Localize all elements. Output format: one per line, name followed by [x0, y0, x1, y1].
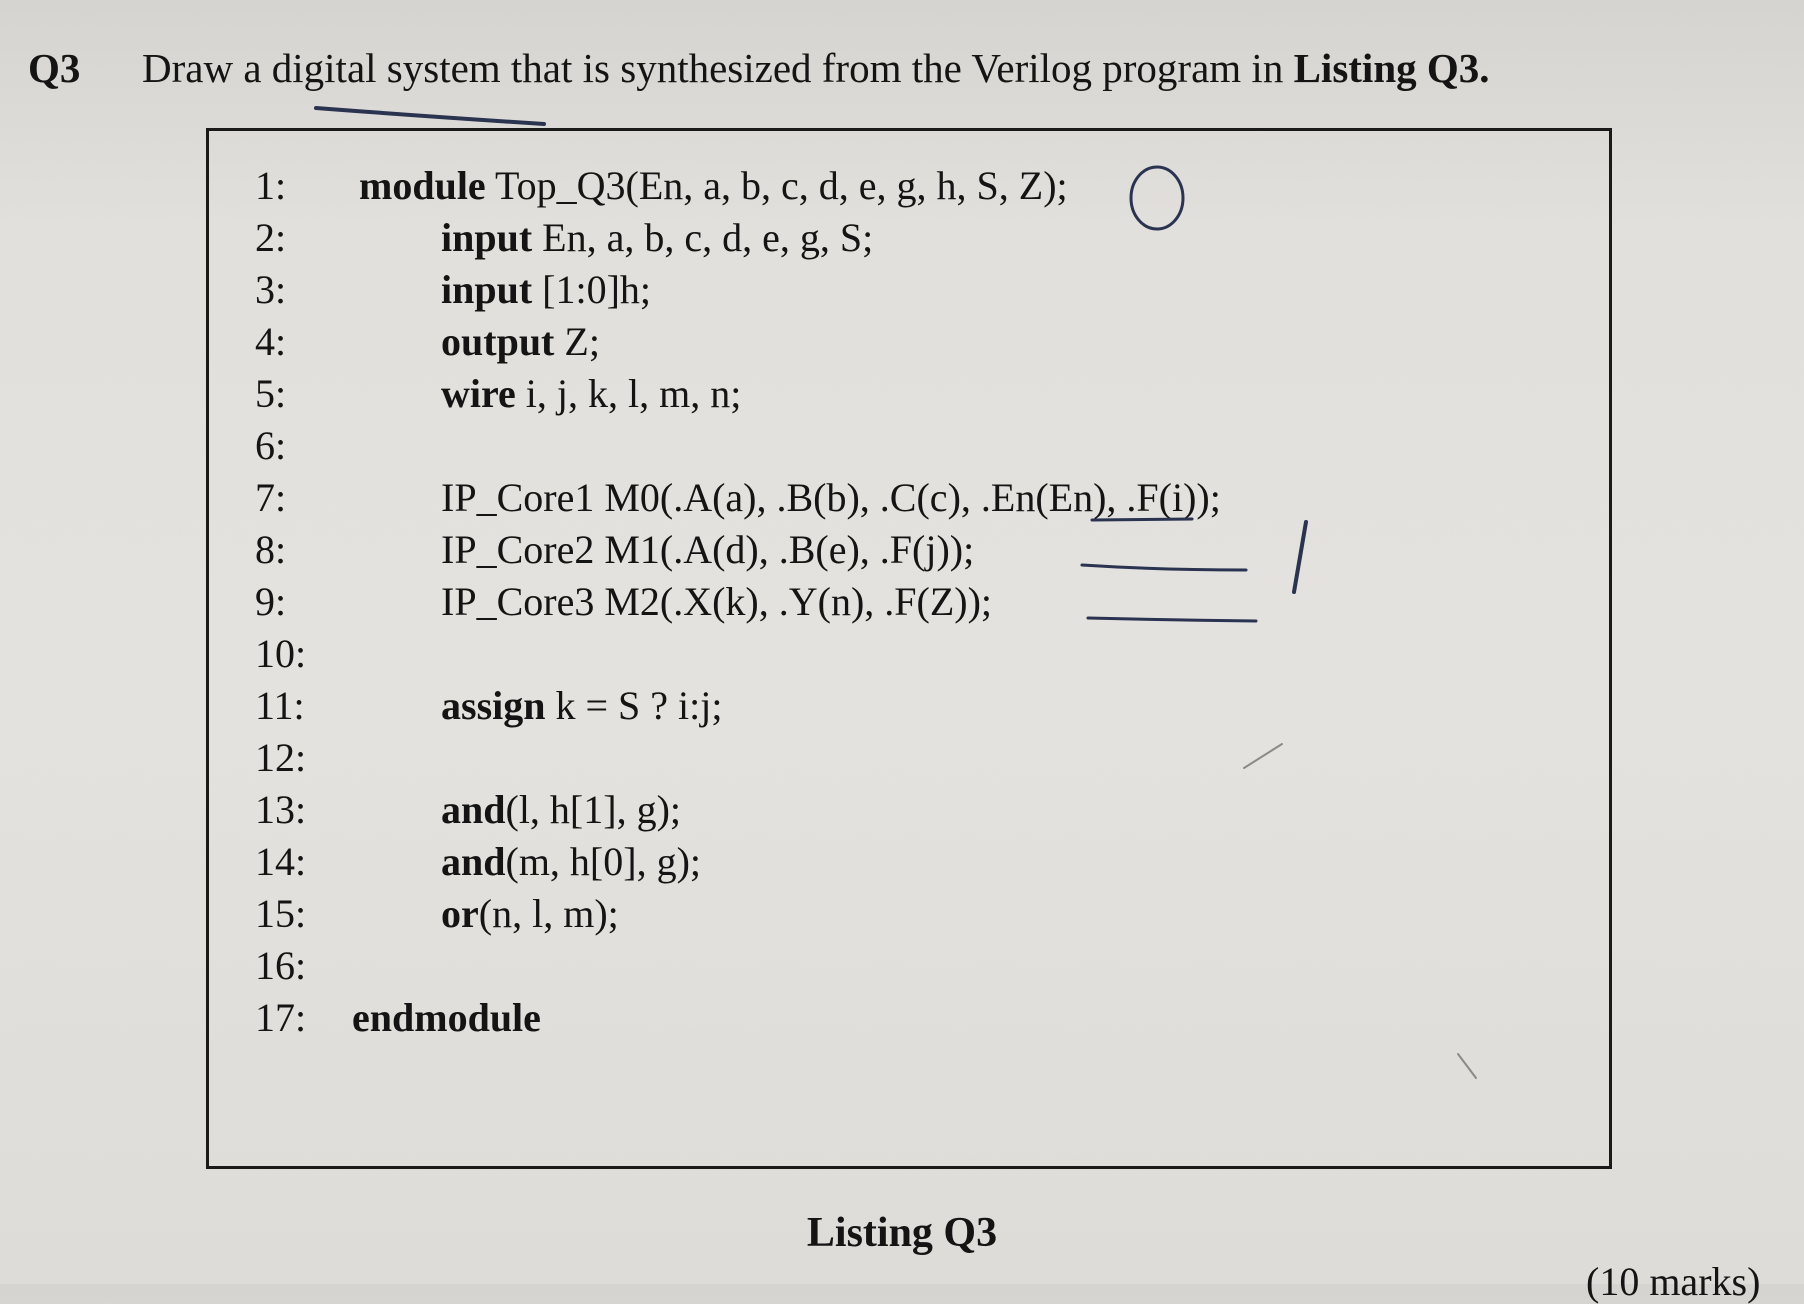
- code-line: [209, 628, 1589, 680]
- code-body: [1:0]h;: [532, 267, 652, 312]
- line-number: 4:: [255, 319, 287, 364]
- line-number: 17:: [255, 995, 307, 1040]
- listing-reference: Listing Q3.: [1293, 45, 1490, 91]
- code-line: [209, 160, 1589, 212]
- code-line: [209, 420, 1589, 472]
- code-body: En, a, b, c, d, e, g, S;: [532, 215, 874, 260]
- code-text: [441, 212, 873, 264]
- code-keyword: input: [441, 215, 533, 260]
- code-body: IP_Core1 M0(.A(a), .B(b), .C(c), .En(En), .F(i));: [441, 475, 1221, 520]
- line-number: 8:: [255, 527, 287, 572]
- line-number: 3:: [255, 267, 287, 312]
- line-number: 14:: [255, 839, 307, 884]
- question-number: Q3: [28, 45, 81, 91]
- marks-label: (10 marks): [1586, 1259, 1761, 1304]
- line-number: 15:: [255, 891, 307, 936]
- question-text: [142, 45, 1490, 91]
- code-line: [209, 264, 1589, 316]
- line-number: 10:: [255, 631, 307, 676]
- code-line: [209, 212, 1589, 264]
- line-number: 16:: [255, 943, 307, 988]
- code-text: [441, 680, 723, 732]
- code-text: [359, 160, 1068, 212]
- code-body: (l, h[1], g);: [505, 787, 682, 832]
- code-line: [209, 316, 1589, 368]
- code-text: [441, 784, 681, 836]
- code-line: [209, 940, 1589, 992]
- line-number: 12:: [255, 735, 307, 780]
- code-keyword: module: [359, 163, 486, 208]
- code-keyword: input: [441, 267, 533, 312]
- code-text: [441, 316, 600, 368]
- code-body: k = S ? i:j;: [545, 683, 723, 728]
- code-body: (n, l, m);: [478, 891, 619, 936]
- question-heading: [28, 38, 1778, 98]
- code-keyword: assign: [441, 683, 546, 728]
- line-number: 1:: [255, 163, 287, 208]
- code-line: [209, 784, 1589, 836]
- code-text: [441, 888, 619, 940]
- code-body: IP_Core3 M2(.X(k), .Y(n), .F(Z));: [441, 579, 993, 624]
- line-number: 5:: [255, 371, 287, 416]
- line-number: 6:: [255, 423, 287, 468]
- code-body: (m, h[0], g);: [505, 839, 702, 884]
- code-line: [209, 576, 1589, 628]
- code-text: [352, 992, 541, 1044]
- code-text: [441, 836, 701, 888]
- code-body: Z;: [554, 319, 600, 364]
- code-line: [209, 524, 1589, 576]
- code-text: [441, 472, 1221, 524]
- code-text: [441, 368, 741, 420]
- line-number: 13:: [255, 787, 307, 832]
- line-number: 7:: [255, 475, 287, 520]
- question-prompt: Draw a digital system that is synthesized from the Verilog program in: [142, 45, 1294, 91]
- line-number: 11:: [255, 683, 305, 728]
- code-line: [209, 368, 1589, 420]
- line-number: 9:: [255, 579, 287, 624]
- code-line: [209, 680, 1589, 732]
- code-body: IP_Core2 M1(.A(d), .B(e), .F(j));: [441, 527, 975, 572]
- code-keyword: or: [441, 891, 479, 936]
- code-listing-box: [206, 128, 1612, 1169]
- code-line: [209, 888, 1589, 940]
- line-number: 2:: [255, 215, 287, 260]
- listing-caption: Listing Q3: [806, 1210, 998, 1256]
- code-keyword: wire: [441, 371, 516, 416]
- code-line: [209, 472, 1589, 524]
- code-body: Top_Q3(En, a, b, c, d, e, g, h, S, Z);: [485, 163, 1068, 208]
- code-keyword: endmodule: [352, 995, 541, 1040]
- code-keyword: and: [441, 787, 506, 832]
- code-line: [209, 992, 1589, 1044]
- code-text: [441, 576, 992, 628]
- code-line: [209, 732, 1589, 784]
- code-keyword: output: [441, 319, 555, 364]
- pen-underline-digital: [316, 108, 544, 124]
- code-text: [441, 524, 974, 576]
- code-text: [441, 264, 651, 316]
- code-line: [209, 836, 1589, 888]
- code-keyword: and: [441, 839, 506, 884]
- code-body: i, j, k, l, m, n;: [515, 371, 742, 416]
